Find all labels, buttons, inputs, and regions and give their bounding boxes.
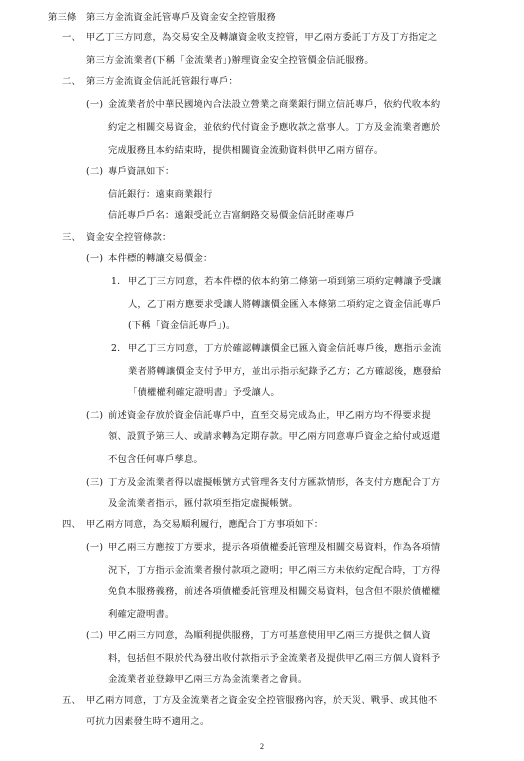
subitem-number: 1. (111, 276, 121, 287)
subitem-line: 甲乙丁三方同意，丁方於確認轉讓價金已匯入資金信託專戶後，應指示金流 (128, 343, 442, 354)
item-number: (三) (86, 477, 104, 488)
item-number: (一) (86, 542, 104, 553)
page-number: 2 (260, 742, 264, 751)
item-line: 利確定證明書。 (108, 609, 175, 620)
item-line: 丁方及金流業者得以虛擬帳號方式管理各支付方匯款情形，各支付方應配合丁方 (108, 477, 441, 488)
item-line: 領、設質予第三人、或請求轉為定期存款。甲乙兩方同意專戶資金之給付或返還 (108, 431, 441, 442)
section-1-line: 甲乙丁三方同意，為交易安全及轉讓資金收支控管，甲乙兩方委託丁方及丁方指定之 (86, 32, 438, 43)
section-2-number: 二、 (62, 76, 81, 87)
item-line: 及金流業者指示，匯付款項至指定虛擬帳號。 (108, 498, 298, 509)
item-number: (一) (86, 99, 104, 110)
bank-name: 信託銀行：遠東商業銀行 (108, 189, 213, 200)
item-line: 甲乙兩三方同意，為順利提供服務，丁方可基意使用甲乙兩三方提供之個人資 (108, 630, 431, 641)
item-line: 金流業者並登錄甲乙兩三方為金流業者之會員。 (108, 674, 308, 685)
section-2-line: 第三方金流資金信託託管銀行專戶： (86, 76, 238, 87)
section-5-line: 甲乙兩方同意，丁方及金流業者之資金安全控管服務內容，於天災、戰爭、或其他不 (86, 695, 438, 706)
section-5-number: 五、 (62, 695, 81, 706)
section-3-number: 三、 (62, 232, 81, 243)
article-title: 第三條 第三方金流資金託管專戶及資金安全控管服務 (48, 12, 276, 23)
subitem-line: (下稱「資金信託專戶」)。 (128, 320, 236, 331)
item-line: 本件標的轉讓交易價金： (108, 253, 213, 264)
item-line: 況下，丁方指示金流業者撥付款項之證明；甲乙兩三方未依約定配合時，丁方得 (108, 565, 441, 576)
subitem-line: 甲乙丁三方同意，若本件標的依本約第二條第一項到第三項約定轉讓予受讓 (128, 276, 442, 287)
section-1-number: 一、 (62, 32, 81, 43)
item-line: 料，包括但不限於代為發出收付款指示予金流業者及提供甲乙兩三方個人資料予 (108, 653, 441, 664)
subitem-number: 2. (111, 343, 121, 354)
item-number: (一) (86, 253, 104, 264)
item-line: 甲乙兩三方應按丁方要求，提示各項債權委託管理及相關交易資料，作為各項情 (108, 542, 441, 553)
section-5-line: 可抗力因素發生時不適用之。 (86, 716, 210, 727)
item-line: 金流業者於中華民國境內合法設立營業之商業銀行開立信託專戶，依約代收本約 (108, 99, 441, 110)
item-number: (二) (86, 166, 104, 177)
section-3-line: 資金安全控管條款： (86, 232, 172, 243)
subitem-line: 業者將轉讓價金支付予甲方，並出示指示紀錄予乙方；乙方確認後，應發給 (128, 366, 442, 377)
subitem-line: 人，乙丁兩方應要求受讓人將轉讓價金匯入本條第二項約定之資金信託專戶 (128, 299, 442, 310)
subitem-line: 「債權權利確定證明書」予受讓人。 (128, 387, 280, 398)
item-line: 前述資金存放於資金信託專戶中，直至交易完成為止，甲乙兩方均不得要求提 (108, 410, 431, 421)
section-4-line: 甲乙兩方同意，為交易順利履行，應配合丁方事項如下： (86, 519, 324, 530)
account-name: 信託專戶戶名：遠銀受託立吉富網路交易價金信託財產專戶 (108, 210, 355, 221)
item-line: 完成服務且本約結束時，提供相關資金流動資料供甲乙兩方留存。 (108, 145, 384, 156)
item-line: 約定之相關交易資金，並依約代付資金予應收款之當事人。丁方及金流業者應於 (108, 122, 441, 133)
item-line: 不包含任何專戶孳息。 (108, 454, 203, 465)
section-4-number: 四、 (62, 519, 81, 530)
item-line: 專戶資訊如下： (108, 166, 175, 177)
item-number: (二) (86, 410, 104, 421)
item-number: (二) (86, 630, 104, 641)
item-line: 免負本服務義務，前述各項債權委託管理及相關交易資料，包含但不限於債權權 (108, 586, 441, 597)
section-1-line: 第三方金流業者(下稱「金流業者」)辦理資金安全控管價金信託服務。 (86, 55, 374, 66)
